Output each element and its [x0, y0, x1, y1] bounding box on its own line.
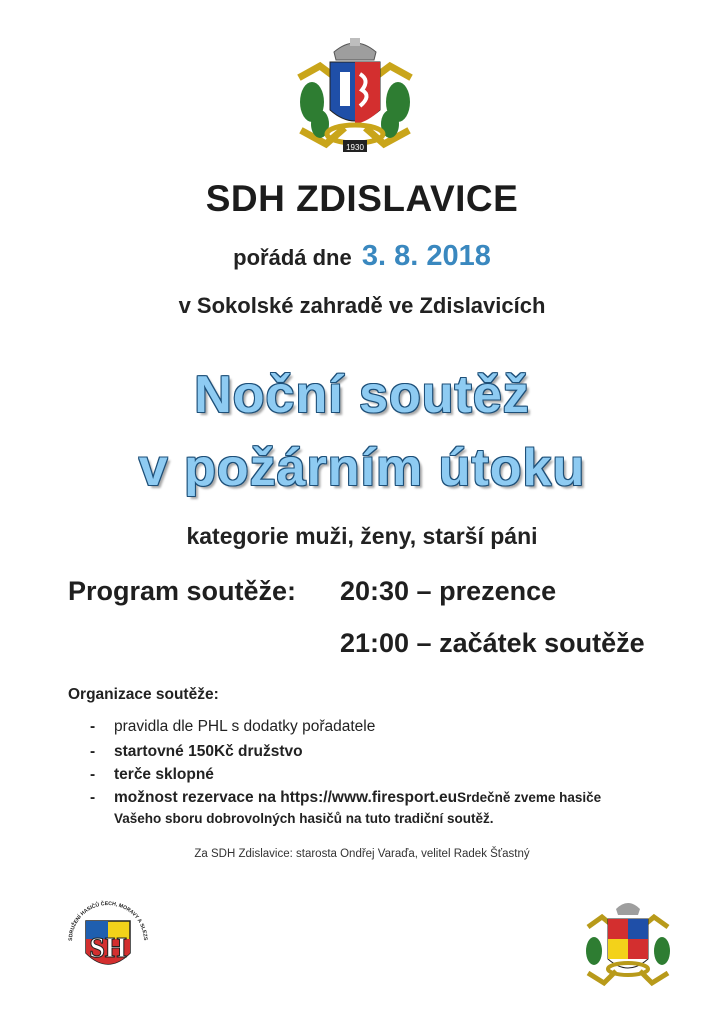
list-item-text: pravidla dle PHL s dodatky pořadatele	[114, 718, 376, 735]
list-item	[90, 789, 601, 807]
list-item-text: terče sklopné	[114, 766, 214, 783]
announce-prefix: pořádá dne	[233, 245, 352, 270]
event-venue: v Sokolské zahradě ve Zdislavicích	[178, 293, 546, 318]
bullet-dash: -	[90, 718, 96, 735]
fire-brigade-crest-bottom	[580, 897, 676, 989]
event-date: 3. 8. 2018	[361, 240, 491, 272]
bullet-dash: -	[90, 766, 96, 783]
invitation-text: Srdečně zveme hasiče	[457, 790, 602, 805]
list-item-text: startovné 150Kč družstvo	[114, 743, 303, 760]
organization-title: SDH ZDISLAVICE	[205, 178, 519, 219]
list-item	[90, 743, 303, 761]
shcms-logo	[58, 895, 158, 985]
event-title-line1: Noční soutěž	[194, 366, 530, 424]
program-item-start: 21:00 – začátek soutěže	[340, 628, 645, 658]
bullet-dash: -	[90, 789, 96, 806]
fire-brigade-crest-top	[290, 32, 420, 160]
program-item-registration: 20:30 – prezence	[340, 576, 557, 606]
list-item	[90, 718, 375, 736]
list-item	[90, 766, 214, 784]
crest-year-label: 1930	[346, 143, 364, 152]
event-title-line2: v požárním útoku	[138, 439, 586, 497]
invitation-text-continued: Vašeho sboru dobrovolných hasičů na tuto tradiční soutěž.	[114, 811, 494, 826]
organization-heading: Organizace soutěže:	[68, 686, 219, 703]
logo-ring-text: SDRUŽENÍ HASIČŮ ČECH, MORAVY A SLEZS	[67, 900, 149, 942]
categories: kategorie muži, ženy, starší páni	[186, 523, 538, 549]
signature-line: Za SDH Zdislavice: starosta Ondřej Varaďa, velitel Radek Šťastný	[194, 848, 530, 860]
reservation-link-text: možnost rezervace na https://www.firesport.eu	[114, 789, 458, 806]
program-label: Program soutěže:	[68, 576, 297, 606]
bullet-dash: -	[90, 743, 96, 760]
event-date-line	[0, 240, 724, 273]
logo-letters: SH	[89, 933, 127, 964]
